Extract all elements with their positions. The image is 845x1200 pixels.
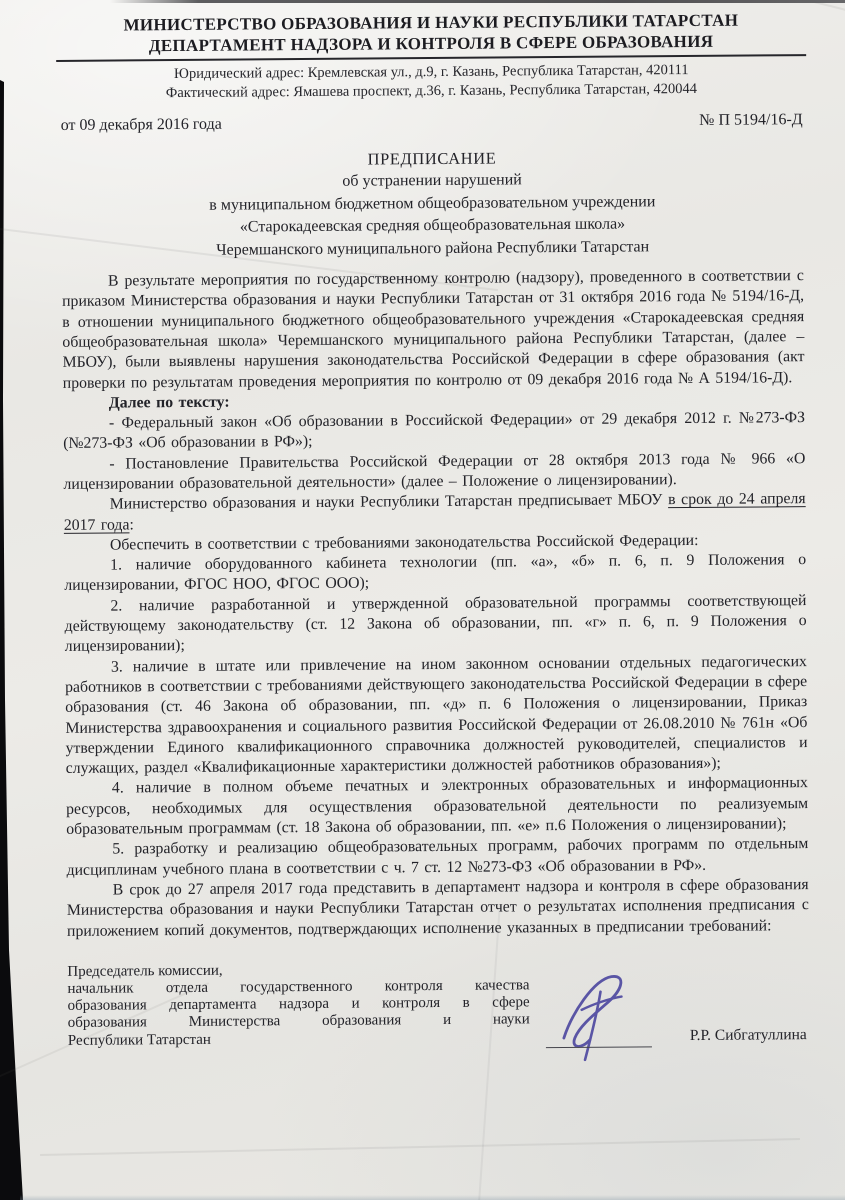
signatory-name: Р.Р. Сибгатуллина: [689, 1025, 807, 1044]
requirement-item-1: 1. наличие оборудованного кабинета технологии (пп. «а», «б» п. 6, п. 9 Положения о лицензировании, ФГОС НОО, ФГОС ООО);: [64, 551, 807, 595]
scan-edge-shadow-bottom: [20, 1195, 845, 1200]
requirement-item-2: 2. наличие разработанной и утвержденной образовательной программы соответствующей действующему законодательству (ст. 12 Закона об образовании, пп. «г» п. 6, п. 9 Положения о лицензировании);: [64, 591, 807, 656]
paragraph-report-deadline: В срок до 27 апреля 2017 года представить в департамент надзора и контроля в сфере образования Министерства образования и науки Республики Татарстан отчет о результатах исполнения предписания с приложением копий документов, подтверждающих исполнение указанных в предписании требований:: [66, 876, 809, 940]
paragraph-hereinafter: Далее по тексту:: [108, 393, 230, 412]
paragraph-ensure: Обеспечить в соответствии с требованиями законодательства Российской Федерации:: [109, 531, 699, 554]
actual-address: Фактический адрес: Ямашева проспект, д.36, г. Казань, Республика Татарстан, 420044: [165, 80, 698, 102]
document-body: [62, 266, 809, 942]
requirement-item-5: 5. разработку и реализацию общеобразовательных программ, рабочих программ по отдельным дисциплинам учебного плана в соответствии с ч. 7 ст. 12 №273-ФЗ «Об образовании в РФ».: [66, 835, 809, 879]
signatory-title-line: Председатель комиссии,: [67, 962, 223, 980]
signatory-titles: [67, 960, 530, 1050]
title-district: Черемшанского муниципального района Республики Татарстан: [216, 237, 650, 259]
document-title: ПРЕДПИСАНИЕ: [367, 148, 497, 169]
title-school-name: «Старокадеевская средняя общеобразовательная школа»: [239, 215, 626, 236]
signature-area: [541, 973, 670, 1066]
legal-address: Юридический адрес: Кремлевская ул., д.9, г. Казань, Республика Татарстан, 420111: [173, 62, 689, 83]
ministry-name: МИНИСТЕРСТВО ОБРАЗОВАНИЯ И НАУКИ РЕСПУБЛИКИ ТАТАРСТАН: [123, 10, 739, 35]
signatory-title-line: Республики Татарстан: [67, 1031, 211, 1049]
signatory-title-line: начальник отдела государственного контроля качества: [67, 977, 530, 997]
document-title-block: [61, 145, 804, 263]
deadline-date-underlined: в срок до 24 апреля 2017 года: [63, 490, 806, 534]
document-date: от 09 декабря 2016 года: [60, 115, 222, 134]
requirement-item-3: 3. наличие в штате или привлечение на ином законном основании отдельных педагогических работников в соответствии с требованиями действующего законодательства Российской Федерации в сфере образования (ст. 46 Закона об образовании, пп. «д» п. 6 Положения о лицензировании, Приказ Министерства здравоохранения и социального развития Российской Федерации от 26.08.2010 № 761н «Об утверждении Единого квалификационного справочника должностей руководителей, специалистов и служащих, раздел «Квалификационные характеристики должностей работников образования»);: [65, 652, 808, 778]
signature-block: [67, 958, 810, 1050]
title-institution-type: в муниципальном бюджетном общеобразовательном учреждении: [209, 193, 656, 214]
paragraph-law-273fz: - Федеральный закон «Об образовании в Российской Федерации» от 29 декабря 2012 г. №273-ФЗ (№273-ФЗ «Об образовании в РФ»);: [63, 409, 806, 453]
document-meta: [61, 111, 803, 135]
signatory-title-line: образования департамента надзора и контроля в сфере: [67, 994, 530, 1015]
document-number: № П 5194/16-Д: [699, 111, 803, 129]
document-content: [25, 0, 845, 1050]
department-name: ДЕПАРТАМЕНТ НАДЗОРА И КОНТРОЛЯ В СФЕРЕ ОБРАЗОВАНИЯ: [148, 31, 714, 56]
title-subject: об устранении нарушений: [342, 171, 522, 191]
signatory-title-line: образования Министерства образования и науки: [67, 1011, 530, 1032]
requirement-item-4: 4. наличие в полном объеме печатных и электронных образовательных и информационных ресурсов, необходимых для осуществления образовательной деятельности по реализуемым образовательным программам (ст. 18 Закона об образовании, пп. «е» п.6 Положения о лицензировании);: [65, 774, 809, 838]
deadline-colon: :: [129, 515, 134, 534]
paragraph-regulation-966: - Постановление Правительства Российской Федерации от 28 октября 2013 года № 966 «О лицензировании образовательной деятельности» (далее – Положение о лицензировании).: [63, 449, 806, 493]
paragraph-deadline: [64, 489, 806, 535]
deadline-text: Министерство образования и науки Республики Татарстан предписывает МБОУ: [109, 491, 669, 513]
paper-crease: [40, 1138, 800, 1156]
paragraph-intro: В результате мероприятия по государственному контролю (надзору), проведенного в соответствии с приказом Министерства образования и науки Республики Татарстан от 31 октября 2016 года № 5194/16-Д, в отношении муниципального бюджетного общеобразовательного учреждения «Старокадеевская средняя общеобразовательная школа» Черемшанского муниципального района Республики Татарстан, (далее – МБОУ), были выявлены нарушения законодательства Российской Федерации в сфере образования (акт проверки по результатам проведения мероприятия по контролю от 09 декабря 2016 года № А 5194/16-Д).: [62, 267, 805, 392]
scan-edge-shadow-left: [0, 0, 26, 1200]
handwritten-signature: [553, 971, 654, 1064]
